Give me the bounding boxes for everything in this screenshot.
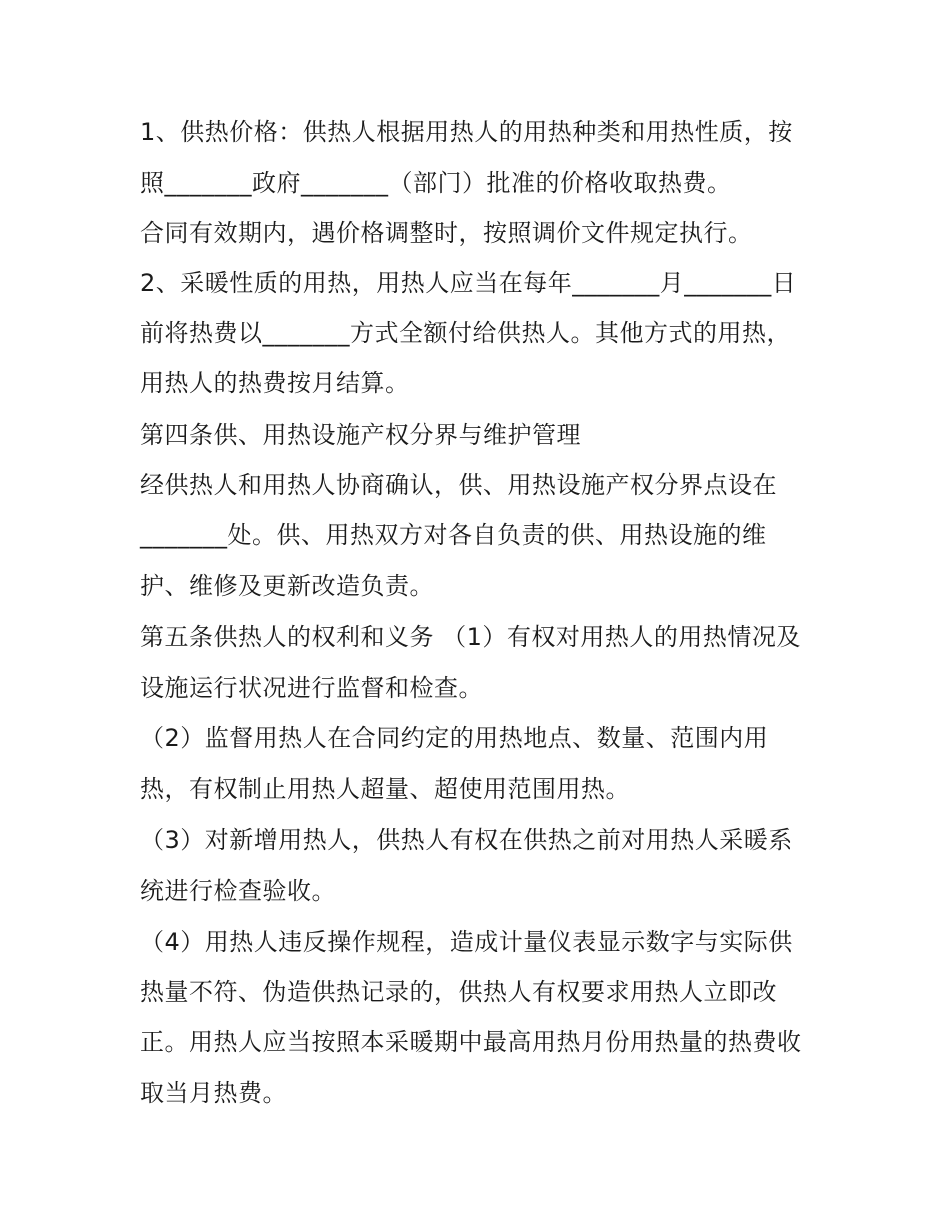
paragraph-line: （2）监督用热人在合同约定的用热地点、数量、范围内用	[140, 724, 769, 752]
paragraph-line: （3）对新增用热人，供热人有权在供热之前对用热人采暖系	[140, 826, 793, 854]
paragraph-line: 取当月热费。	[140, 1079, 287, 1107]
paragraph-line: 前将热费以_______方式全额付给供热人。其他方式的用热，	[140, 319, 791, 347]
paragraph-line: 2、采暖性质的用热，用热人应当在每年_______月_______日	[140, 269, 797, 297]
paragraph-line: 照_______政府_______（部门）批准的价格收取热费。	[140, 169, 732, 197]
paragraph-line: 设施运行状况进行监督和检查。	[140, 674, 483, 702]
paragraph-line: 合同有效期内，遇价格调整时，按照调价文件规定执行。	[140, 219, 753, 247]
paragraph-line: 热量不符、伪造供热记录的，供热人有权要求用热人立即改	[140, 978, 777, 1006]
paragraph-line: 热，有权制止用热人超量、超使用范围用热。	[140, 775, 630, 803]
paragraph-line: 护、维修及更新改造负责。	[140, 572, 434, 600]
paragraph-line: 用热人的热费按月结算。	[140, 369, 410, 397]
paragraph-line: 经供热人和用热人协商确认，供、用热设施产权分界点设在	[140, 471, 777, 499]
paragraph-line: 正。用热人应当按照本采暖期中最高用热月份用热量的热费收	[140, 1028, 802, 1056]
section-heading: 第四条供、用热设施产权分界与维护管理	[140, 421, 581, 449]
paragraph-line: （4）用热人违反操作规程，造成计量仪表显示数字与实际供	[140, 928, 793, 956]
section-heading: 第五条供热人的权利和义务 （1）有权对用热人的用热情况及	[140, 623, 801, 651]
paragraph-line: _______处。供、用热双方对各自负责的供、用热设施的维	[140, 521, 767, 549]
paragraph-line: 1、供热价格：供热人根据用热人的用热种类和用热性质，按	[140, 118, 793, 146]
paragraph-line: 统进行检查验收。	[140, 877, 336, 905]
